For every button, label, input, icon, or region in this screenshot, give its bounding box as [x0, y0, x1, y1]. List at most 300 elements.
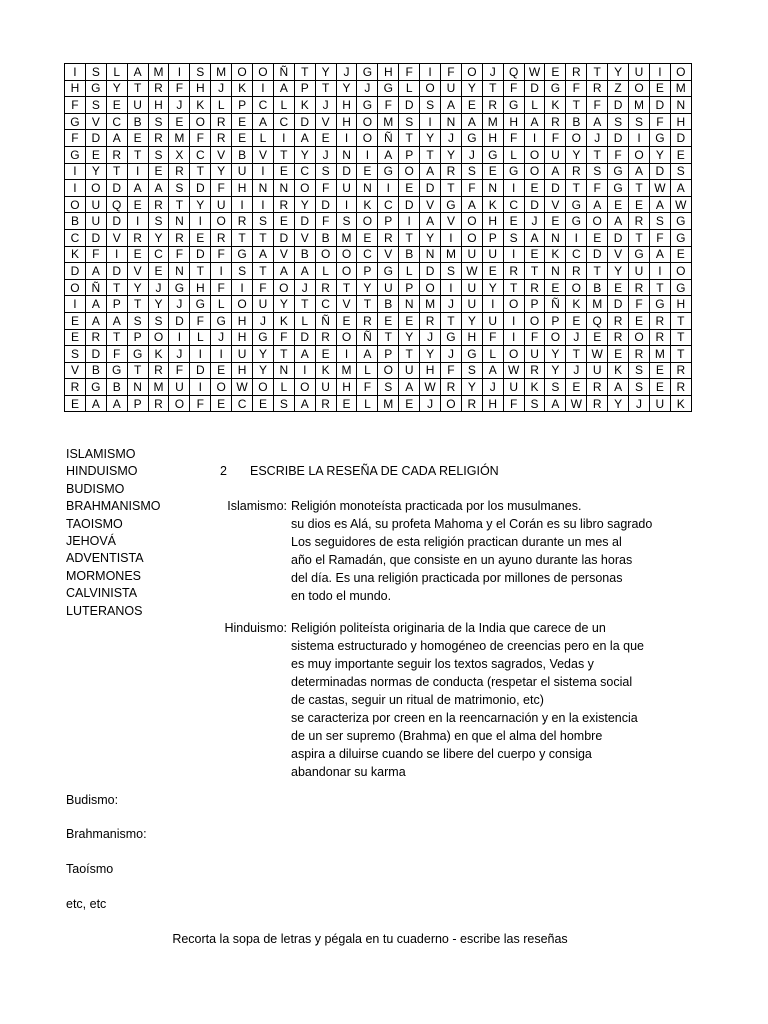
grid-cell: D — [106, 263, 127, 280]
review-line: de un ser supremo (Brahma) en que el alma del hombre — [291, 729, 603, 743]
grid-cell: U — [482, 246, 503, 263]
grid-cell: T — [629, 229, 650, 246]
grid-cell: R — [587, 80, 608, 97]
grid-cell: N — [169, 263, 190, 280]
grid-cell: T — [503, 279, 524, 296]
grid-cell: J — [566, 329, 587, 346]
grid-cell: S — [420, 97, 441, 114]
grid-cell: H — [461, 329, 482, 346]
grid-cell: Ñ — [378, 130, 399, 147]
grid-cell: F — [399, 64, 420, 81]
grid-cell: I — [190, 346, 211, 363]
grid-cell: G — [378, 163, 399, 180]
grid-cell: R — [587, 379, 608, 396]
grid-cell: Y — [336, 80, 357, 97]
grid-cell: T — [106, 279, 127, 296]
grid-cell: R — [106, 146, 127, 163]
grid-cell: E — [587, 229, 608, 246]
grid-cell: F — [106, 346, 127, 363]
grid-cell: L — [357, 395, 378, 412]
grid-cell: L — [211, 296, 232, 313]
grid-cell: Y — [190, 196, 211, 213]
grid-cell: F — [649, 229, 670, 246]
grid-cell: L — [106, 64, 127, 81]
grid-cell: T — [441, 312, 462, 329]
budismo-prompt: Budismo: — [66, 793, 119, 807]
grid-cell: V — [65, 362, 86, 379]
grid-cell: K — [148, 346, 169, 363]
grid-cell: U — [441, 80, 462, 97]
grid-row — [65, 296, 692, 313]
grid-cell: V — [378, 246, 399, 263]
grid-cell: E — [315, 130, 336, 147]
grid-cell: U — [503, 379, 524, 396]
grid-cell: I — [629, 130, 650, 147]
grid-cell: T — [127, 362, 148, 379]
grid-cell: R — [649, 329, 670, 346]
grid-cell: R — [629, 346, 650, 363]
grid-cell: B — [106, 379, 127, 396]
grid-cell: O — [461, 64, 482, 81]
grid-cell: E — [482, 263, 503, 280]
grid-cell: I — [65, 180, 86, 197]
grid-cell: A — [461, 113, 482, 130]
grid-cell: Q — [503, 64, 524, 81]
grid-cell: I — [566, 229, 587, 246]
grid-cell: D — [169, 312, 190, 329]
grid-cell: D — [294, 329, 315, 346]
grid-cell: U — [336, 180, 357, 197]
grid-cell: E — [482, 163, 503, 180]
grid-cell: T — [399, 130, 420, 147]
grid-cell: O — [273, 279, 294, 296]
grid-cell: F — [482, 329, 503, 346]
grid-cell: B — [566, 113, 587, 130]
grid-cell: S — [670, 163, 691, 180]
grid-cell: S — [608, 113, 629, 130]
grid-cell: Y — [461, 312, 482, 329]
grid-cell: E — [399, 180, 420, 197]
grid-cell: G — [629, 246, 650, 263]
grid-row — [65, 279, 692, 296]
grid-cell: J — [482, 64, 503, 81]
grid-cell: E — [649, 379, 670, 396]
grid-cell: K — [545, 97, 566, 114]
grid-cell: H — [190, 80, 211, 97]
grid-cell: I — [253, 163, 274, 180]
grid-cell: F — [608, 146, 629, 163]
grid-cell: I — [65, 296, 86, 313]
grid-cell: R — [85, 329, 106, 346]
grid-cell: P — [399, 146, 420, 163]
grid-cell: A — [629, 163, 650, 180]
grid-cell: G — [503, 163, 524, 180]
grid-cell: O — [545, 329, 566, 346]
grid-cell: E — [608, 346, 629, 363]
grid-cell: Y — [106, 80, 127, 97]
grid-cell: P — [378, 213, 399, 230]
grid-cell: K — [482, 196, 503, 213]
grid-cell: E — [336, 395, 357, 412]
grid-cell: F — [253, 279, 274, 296]
footer-instruction: Recorta la sopa de letras y pégala en tu cuaderno - escribe las reseñas — [172, 932, 568, 946]
grid-cell: I — [420, 113, 441, 130]
grid-cell: S — [441, 263, 462, 280]
grid-cell: T — [232, 229, 253, 246]
grid-cell: A — [273, 263, 294, 280]
grid-cell: P — [232, 97, 253, 114]
grid-cell: O — [524, 146, 545, 163]
grid-cell: L — [294, 312, 315, 329]
grid-cell: Y — [357, 279, 378, 296]
grid-cell: O — [503, 346, 524, 363]
grid-cell: F — [169, 246, 190, 263]
grid-cell: L — [399, 80, 420, 97]
grid-cell: A — [420, 213, 441, 230]
grid-cell: Y — [148, 229, 169, 246]
grid-cell: I — [127, 213, 148, 230]
grid-row — [65, 362, 692, 379]
grid-cell: A — [85, 395, 106, 412]
grid-cell: S — [649, 213, 670, 230]
grid-cell: O — [670, 64, 691, 81]
grid-cell: J — [169, 296, 190, 313]
grid-cell: M — [336, 362, 357, 379]
grid-cell: H — [482, 130, 503, 147]
review-line: en todo el mundo. — [291, 589, 392, 603]
grid-cell: S — [169, 180, 190, 197]
grid-cell: K — [357, 196, 378, 213]
grid-cell: Y — [566, 146, 587, 163]
grid-cell: W — [649, 180, 670, 197]
grid-cell: R — [148, 196, 169, 213]
grid-cell: R — [587, 395, 608, 412]
grid-cell: N — [357, 180, 378, 197]
grid-cell: F — [315, 213, 336, 230]
grid-cell: T — [273, 146, 294, 163]
grid-cell: V — [315, 113, 336, 130]
grid-cell: K — [524, 379, 545, 396]
grid-cell: R — [127, 229, 148, 246]
grid-cell: I — [649, 64, 670, 81]
grid-cell: S — [190, 64, 211, 81]
grid-row — [65, 130, 692, 147]
grid-cell: O — [629, 329, 650, 346]
grid-cell: F — [85, 246, 106, 263]
grid-cell: T — [420, 146, 441, 163]
grid-cell: R — [670, 362, 691, 379]
grid-cell: N — [127, 379, 148, 396]
grid-cell: G — [441, 196, 462, 213]
grid-cell: G — [608, 180, 629, 197]
grid-cell: Y — [273, 296, 294, 313]
grid-cell: E — [566, 379, 587, 396]
grid-cell: N — [273, 180, 294, 197]
grid-cell: G — [461, 130, 482, 147]
grid-cell: Y — [420, 229, 441, 246]
grid-cell: I — [106, 246, 127, 263]
grid-cell: I — [127, 163, 148, 180]
grid-cell: R — [211, 229, 232, 246]
grid-cell: T — [357, 296, 378, 313]
grid-cell: J — [524, 213, 545, 230]
grid-row — [65, 346, 692, 363]
grid-cell: I — [253, 196, 274, 213]
grid-cell: R — [148, 130, 169, 147]
grid-cell: L — [211, 97, 232, 114]
word-search-grid — [64, 63, 692, 412]
grid-cell: E — [357, 229, 378, 246]
islamismo-label: Islamismo: — [227, 499, 287, 513]
grid-cell: R — [545, 113, 566, 130]
grid-cell: F — [65, 130, 86, 147]
grid-cell: E — [65, 329, 86, 346]
grid-cell: Ñ — [273, 64, 294, 81]
grid-cell: O — [420, 80, 441, 97]
grid-cell: G — [545, 80, 566, 97]
grid-cell: O — [461, 229, 482, 246]
grid-cell: O — [629, 146, 650, 163]
grid-cell: F — [357, 379, 378, 396]
grid-row — [65, 379, 692, 396]
grid-cell: M — [378, 395, 399, 412]
grid-cell: V — [336, 296, 357, 313]
grid-cell: V — [441, 213, 462, 230]
grid-cell: F — [211, 246, 232, 263]
grid-cell: O — [587, 213, 608, 230]
grid-cell: V — [420, 196, 441, 213]
grid-cell: O — [336, 246, 357, 263]
grid-cell: Y — [253, 362, 274, 379]
grid-cell: D — [85, 130, 106, 147]
grid-cell: F — [169, 80, 190, 97]
word-list-item: LUTERANOS — [66, 603, 143, 618]
grid-cell: A — [357, 346, 378, 363]
grid-cell: A — [545, 163, 566, 180]
grid-cell: F — [587, 97, 608, 114]
grid-cell: A — [461, 196, 482, 213]
grid-cell: O — [169, 395, 190, 412]
grid-cell: K — [315, 362, 336, 379]
grid-cell: A — [482, 362, 503, 379]
grid-cell: G — [106, 362, 127, 379]
review-line: del día. Es una religión practicada por millones de personas — [291, 571, 623, 585]
grid-cell: T — [587, 146, 608, 163]
grid-cell: O — [65, 196, 86, 213]
grid-cell: I — [190, 213, 211, 230]
grid-cell: G — [85, 80, 106, 97]
grid-cell: F — [211, 279, 232, 296]
grid-cell: M — [378, 113, 399, 130]
grid-cell: E — [670, 146, 691, 163]
grid-cell: S — [232, 263, 253, 280]
grid-cell: P — [127, 329, 148, 346]
grid-cell: F — [65, 97, 86, 114]
grid-cell: O — [65, 279, 86, 296]
grid-cell: J — [441, 346, 462, 363]
grid-cell: N — [253, 180, 274, 197]
grid-cell: O — [211, 379, 232, 396]
brahmanismo-prompt: Brahmanismo: — [66, 827, 147, 841]
grid-cell: A — [587, 113, 608, 130]
grid-cell: U — [378, 279, 399, 296]
grid-cell: U — [232, 163, 253, 180]
hinduismo-label: Hinduismo: — [224, 621, 287, 635]
grid-cell: C — [190, 146, 211, 163]
grid-cell: P — [524, 296, 545, 313]
grid-cell: D — [85, 346, 106, 363]
grid-cell: A — [106, 312, 127, 329]
review-line: de castas, seguir un ritual de matrimonio, etc) — [291, 693, 544, 707]
grid-cell: S — [378, 379, 399, 396]
grid-cell: U — [461, 296, 482, 313]
grid-cell: Y — [545, 362, 566, 379]
grid-cell: V — [545, 196, 566, 213]
grid-cell: A — [608, 379, 629, 396]
grid-cell: S — [545, 379, 566, 396]
grid-cell: I — [65, 163, 86, 180]
grid-cell: F — [566, 80, 587, 97]
grid-cell: O — [441, 395, 462, 412]
grid-cell: D — [670, 130, 691, 147]
grid-cell: J — [211, 80, 232, 97]
grid-cell: L — [399, 263, 420, 280]
grid-cell: H — [148, 97, 169, 114]
grid-cell: H — [232, 312, 253, 329]
review-line: Religión monoteísta practicada por los musulmanes. — [291, 499, 582, 513]
grid-cell: O — [315, 246, 336, 263]
grid-cell: K — [608, 362, 629, 379]
grid-cell: Y — [294, 146, 315, 163]
grid-cell: R — [148, 395, 169, 412]
grid-cell: Y — [441, 146, 462, 163]
grid-cell: N — [670, 97, 691, 114]
grid-cell: O — [336, 329, 357, 346]
grid-cell: E — [461, 97, 482, 114]
grid-cell: J — [420, 395, 441, 412]
grid-cell: O — [420, 279, 441, 296]
grid-cell: R — [273, 196, 294, 213]
grid-cell: M — [587, 296, 608, 313]
grid-cell: K — [232, 80, 253, 97]
grid-cell: G — [670, 279, 691, 296]
grid-cell: O — [294, 379, 315, 396]
grid-cell: R — [566, 64, 587, 81]
grid-cell: E — [273, 213, 294, 230]
grid-cell: V — [211, 146, 232, 163]
grid-row — [65, 213, 692, 230]
grid-cell: G — [378, 80, 399, 97]
grid-cell: V — [608, 246, 629, 263]
grid-cell: E — [127, 196, 148, 213]
grid-cell: H — [232, 329, 253, 346]
grid-cell: N — [482, 180, 503, 197]
grid-cell: I — [253, 80, 274, 97]
grid-cell: O — [670, 263, 691, 280]
grid-cell: A — [420, 163, 441, 180]
grid-cell: O — [232, 64, 253, 81]
grid-cell: V — [253, 146, 274, 163]
grid-cell: I — [211, 263, 232, 280]
grid-cell: W — [503, 362, 524, 379]
hinduismo-review — [224, 619, 644, 781]
grid-cell: Z — [608, 80, 629, 97]
grid-cell: T — [524, 263, 545, 280]
grid-row — [65, 229, 692, 246]
grid-cell: G — [378, 263, 399, 280]
grid-row — [65, 312, 692, 329]
grid-cell: Y — [211, 163, 232, 180]
grid-cell: P — [482, 229, 503, 246]
word-list-item: BUDISMO — [66, 481, 125, 496]
grid-cell: M — [420, 296, 441, 313]
grid-cell: P — [399, 279, 420, 296]
grid-cell: H — [670, 113, 691, 130]
grid-cell: D — [106, 180, 127, 197]
grid-cell: A — [649, 196, 670, 213]
grid-cell: T — [482, 80, 503, 97]
grid-cell: N — [169, 213, 190, 230]
grid-cell: I — [441, 279, 462, 296]
grid-cell: E — [608, 279, 629, 296]
grid-cell: N — [441, 113, 462, 130]
review-line: sistema estructurado y homogéneo de creencias pero en la que — [291, 639, 644, 653]
grid-cell: A — [649, 246, 670, 263]
grid-cell: E — [253, 395, 274, 412]
grid-cell: K — [65, 246, 86, 263]
grid-cell: J — [315, 97, 336, 114]
review-line: abandonar su karma — [291, 765, 406, 779]
grid-cell: D — [273, 229, 294, 246]
grid-cell: G — [169, 279, 190, 296]
grid-cell: J — [211, 329, 232, 346]
grid-cell: U — [211, 196, 232, 213]
grid-cell: E — [649, 362, 670, 379]
grid-cell: Y — [315, 64, 336, 81]
grid-cell: M — [482, 113, 503, 130]
grid-cell: Ñ — [357, 329, 378, 346]
grid-cell: H — [420, 362, 441, 379]
word-list-item: MORMONES — [66, 568, 141, 583]
grid-cell: N — [336, 146, 357, 163]
grid-cell: J — [357, 80, 378, 97]
grid-cell: I — [190, 379, 211, 396]
grid-row — [65, 64, 692, 81]
grid-cell: E — [649, 80, 670, 97]
grid-cell: R — [315, 279, 336, 296]
grid-cell: F — [190, 395, 211, 412]
grid-cell: H — [232, 180, 253, 197]
grid-cell: W — [461, 263, 482, 280]
grid-row — [65, 113, 692, 130]
grid-cell: U — [649, 395, 670, 412]
grid-cell: T — [294, 64, 315, 81]
grid-cell: F — [441, 362, 462, 379]
section-title: ESCRIBE LA RESEÑA DE CADA RELIGIÓN — [250, 464, 499, 478]
grid-cell: E — [211, 395, 232, 412]
grid-cell: S — [85, 97, 106, 114]
grid-cell: V — [127, 263, 148, 280]
grid-cell: S — [587, 163, 608, 180]
grid-cell: E — [378, 312, 399, 329]
grid-cell: R — [629, 213, 650, 230]
grid-cell: D — [85, 229, 106, 246]
grid-cell: W — [420, 379, 441, 396]
grid-cell: R — [670, 379, 691, 396]
grid-cell: I — [336, 130, 357, 147]
grid-cell: O — [524, 163, 545, 180]
grid-cell: T — [106, 329, 127, 346]
